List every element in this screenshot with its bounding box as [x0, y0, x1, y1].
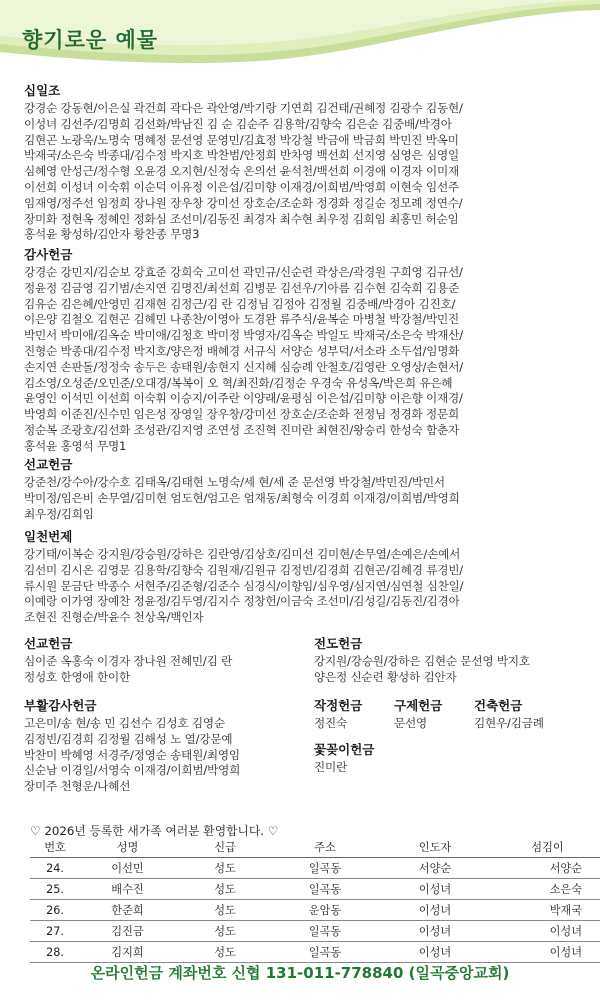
cell-guide: 이성녀 [375, 942, 495, 963]
section-names: 강준천/강수아/강수호 김태옥/김태현 노명숙/세 현/세 준 문선영 박강철/박민진/박민서 박미정/임은비 손무열/김미현 엄도현/엄고은 엄재동/최형숙 이경희 이재경/이희범/박영희 최우정/김희임 [24, 475, 460, 521]
table-header-row [30, 838, 600, 858]
cell-servant: 소은숙 [495, 879, 600, 900]
cell-rank: 성도 [175, 879, 275, 900]
cell-number: 25. [30, 879, 80, 900]
cell-servant: 서양순 [495, 858, 600, 879]
cell-servant: 이성녀 [495, 921, 600, 942]
section-title: 건축헌금 [474, 698, 523, 713]
cell-guide: 서양순 [375, 858, 495, 879]
section-thanks [24, 245, 596, 455]
section-names: 진미란 [314, 760, 347, 774]
col-header: 번호 [30, 838, 80, 858]
section-names: 강기태/이복순 강지원/강승원/강하은 김란영/김상호/김미선 김미현/손무열/손예은/손예서 김선미 김시온 김영문 김용학/김향숙 김원재/김원규 김정빈/김경희 김현곤/김혜경 류경빈/ 류시원 문금단 박종수 서현주/김준형/김준수 심경식/이향임/심우영/심지연/심연철 심찬일/ 이예랑 이가영 장예찬 정윤정/김두영/김지수 정창헌/이금숙 조선미/김성길/김동진/김경아 조현진 진형순/박윤수 천상옥/백인자 [24, 547, 464, 625]
new-family-table [30, 838, 600, 963]
section-title: 부활감사헌금 [24, 698, 97, 713]
table-row [30, 921, 600, 942]
section-names: 강경순 강민지/김순보 강효준 강희숙 고미선 곽민규/신순련 곽상은/곽경원 구희영 김규선/ 정윤정 김금영 김기범/손지연 김명진/최선희 김병문 김선우/기아름 김수현 김숙희 김용준 김유순 김은혜/안영민 김재현 김정근/김 란 김정님 김정아 김정월 김중배/박경아 김진호/ 이은양 김철오 김현곤 김혜민 나종찬/이영아 도경완 류주식/윤복순 마병철 박강철/박민진 박민서 박미애/김옥순 박미애/김청호 박미정 박영자/김옥순 박일도 박재국/소은숙 박재산/ 진형순 박종대/김수정 박지호/양은정 배혜경 서규식 서양순 성부덕/서소라 소두섭/임명화 손지연 손판돌/정정숙 송두은 송태원/송현지 신지혜 심승례 안철호/김영란 오영상/손현서/ 김소영/오성준/오민준/오대경/복복이 오 혁/최진화/김정순 우경숙 유성옥/박은희 유은혜 윤영인 이석민 이선희 이숙휘 이승지/이주란 이양래/윤평심 이은섭/김미향 이은향 이재경/ 박영희 이준진/신수민 임은성 장영일 장우창/강미선 장호순/조순화 전정님 정경화 정문희 정순복 조광호/김선화 조성관/김지영 조연성 조진혁 진미란 최현진/왕승리 한성숙 함춘자 홍석윤 홍영석 무명1 [24, 265, 463, 453]
section-tithe [24, 81, 596, 243]
section-title: 작정헌금 [314, 698, 363, 713]
cell-name: 김지희 [80, 942, 175, 963]
cell-number: 27. [30, 921, 80, 942]
section-title: 일천번제 [24, 529, 73, 544]
cell-rank: 성도 [175, 900, 275, 921]
section-names: 정진숙 [314, 716, 347, 730]
cell-address: 일곡동 [275, 942, 375, 963]
col-header: 주소 [275, 838, 375, 858]
section-seongyo-1 [24, 455, 596, 522]
cell-address: 일곡동 [275, 858, 375, 879]
cell-name: 김진금 [80, 921, 175, 942]
table-row [30, 879, 600, 900]
section-geonchuk [474, 696, 596, 732]
header-banner [0, 0, 600, 70]
cell-number: 28. [30, 942, 80, 963]
col-header: 성명 [80, 838, 175, 858]
col-header: 섬김이 [495, 838, 600, 858]
online-offering-account: 온라인헌금 계좌번호 신협 131-011-778840 (일곡중앙교회) [90, 964, 510, 982]
cell-number: 24. [30, 858, 80, 879]
cell-name: 배수진 [80, 879, 175, 900]
section-title: 십일조 [24, 83, 61, 98]
section-names: 강경순 강동현/이은실 곽건희 곽다은 곽안영/박기랑 기연희 김건태/권혜정 김광수 김동현/ 이성녀 김선주/김명희 김선화/박남진 김 순 김순주 김용학/김향숙 김은순 김중배/박경아 김현곤 노광욱/노명숙 명혜정 문선영 문영민/김효정 박강철 박금애 박금희 박민진 박옥미 박재국/소은숙 박종대/김수정 박지호 박찬범/안정희 반차영 백선희 선지영 심영은 심영일 심혜영 안성근/정수형 오윤경 오지현/신정숙 온의선 윤석천/백선희 이경애 이경자 이미재 이선희 이성녀 이숙휘 이순덕 이유정 이은섭/김미향 이재경/이희범/박영희 이현숙 임선주 임재영/정주선 임정희 장나원 장우창 강미선 장호순/조순화 정경화 정길순 정모례 정연수/ 장미화 정현옥 정혜인 정화심 조선미/김동진 최경자 최수현 최우정 김희임 최홍민 허순임 홍석윤 황성하/김안자 황찬종 무명3 [24, 101, 463, 242]
section-title: 전도헌금 [314, 636, 363, 651]
section-seongyo-2 [24, 634, 314, 686]
section-buhwal [24, 696, 314, 795]
table-row [30, 858, 600, 879]
cell-guide: 이성녀 [375, 879, 495, 900]
section-kkotkkoji [314, 740, 464, 776]
section-title: 꽃꽂이헌금 [314, 742, 375, 757]
section-names: 심이준 옥홍숙 이경자 장나원 전혜민/김 란 정성호 한영애 한이한 [24, 654, 233, 684]
col-header: 인도자 [375, 838, 495, 858]
cell-address: 일곡동 [275, 879, 375, 900]
section-guje [394, 696, 474, 732]
section-names: 김현우/김금례 [474, 716, 544, 730]
section-title: 선교헌금 [24, 457, 73, 472]
section-names: 문선영 [394, 716, 427, 730]
cell-name: 이선민 [80, 858, 175, 879]
table-row [30, 900, 600, 921]
page-title: 향기로운 예물 [22, 28, 159, 52]
table-row [30, 942, 600, 963]
cell-servant: 이성녀 [495, 942, 600, 963]
cell-name: 한준희 [80, 900, 175, 921]
col-header: 신급 [175, 838, 275, 858]
section-ilcheon [24, 527, 596, 626]
section-names: 고은미/송 현/송 민 김선수 김성호 김영순 김정빈/김경희 김정월 김해성 노 열/강문예 박찬미 박혜영 서경주/정영순 송태원/최영임 신순남 이경일/서영숙 이재경/이희범/박영희 장미주 천형운/나혜선 [24, 716, 241, 794]
section-title: 선교헌금 [24, 636, 73, 651]
section-names: 강지원/강승원/강하은 김현순 문선영 박지호 양은정 신순련 황성하 김안자 [314, 654, 530, 684]
cell-guide: 이성녀 [375, 921, 495, 942]
cell-address: 일곡동 [275, 921, 375, 942]
section-jeondo [314, 634, 596, 686]
cell-number: 26. [30, 900, 80, 921]
cell-guide: 이성녀 [375, 900, 495, 921]
cell-address: 운암동 [275, 900, 375, 921]
cell-rank: 성도 [175, 858, 275, 879]
section-title: 감사헌금 [24, 247, 73, 262]
section-title: 구제헌금 [394, 698, 443, 713]
section-jakjeong [314, 696, 394, 732]
cell-rank: 성도 [175, 942, 275, 963]
cell-servant: 박재국 [495, 900, 600, 921]
cell-rank: 성도 [175, 921, 275, 942]
welcome-message: ♡ 2026년 등록한 새가족 여러분 환영합니다. ♡ [30, 824, 279, 838]
